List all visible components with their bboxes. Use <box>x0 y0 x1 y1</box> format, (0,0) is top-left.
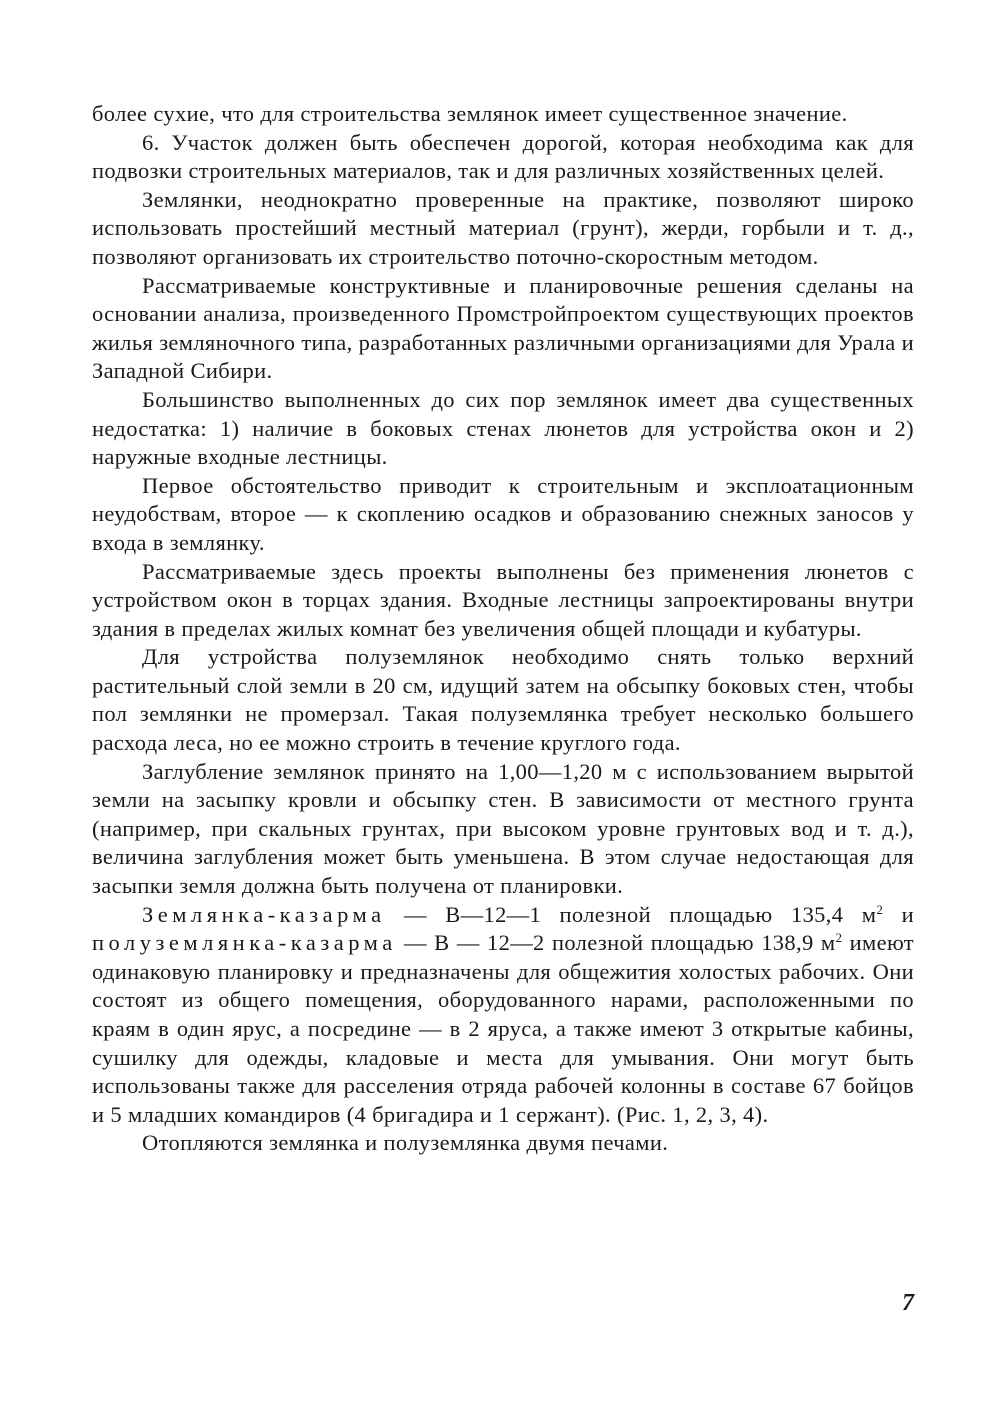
paragraph-semi-dugout: Для устройства полуземлянок необходимо снять только верхний растительный слой земли в 20 см, идущий затем на обсыпку боковых стен, чтобы пол землянки не промерзал. Такая полуземлянка требует несколько большего расхода леса, но ее можно строить в течение круглого года. <box>92 644 914 756</box>
paragraph-depth: Заглубление землянок принято на 1,00—1,20 м с использованием вырытой земли на засыпку кровли и обсыпку стен. В зависимости от местного грунта (например, при скальных грунтах, при высоком уровне грунтовых вод и т. д.), величина заглубления может быть уменьшена. В этом случае недостающая для засыпки земля должна быть получена от планировки. <box>92 758 914 899</box>
paragraph-road-access: 6. Участок должен быть обеспечен дорогой, которая необходима как для подвозки строительных материалов, так и для различных хозяйственных целей. <box>92 129 914 184</box>
barracks-text-2: и <box>883 901 914 927</box>
paragraph-heating: Отопляются землянка и полуземлянка двумя печами. <box>142 1130 669 1156</box>
barracks-text-4: имеют одинаковую планировку и предназначены для общежития холостых рабочих. Они состоят из общего помещения, оборудованного нарами, расположенными по краям в один ярус, а посредине — в 2 яруса, а также имеют 3 открытые кабины, сушилку для одежды, кладовые и места для умывания. Они могут быть использованы также для расселения отряда рабочей колонны в составе 67 бойцов и 5 младших командиров (4 бригадира и 1 сержант). (Рис. 1, 2, 3, 4). <box>92 930 914 1127</box>
term-dugout-barracks: Землянка-казарма <box>142 901 386 927</box>
paragraph-design-basis: Рассматриваемые конструктивные и планировочные решения сделаны на основании анализа, произведенного Промстройпроектом существующих проектов жилья земляночного типа, разработанных различными организациями для Урала и Западной Сибири. <box>92 272 914 384</box>
barracks-text-3: — В — 12—2 полезной площадью 138,9 м <box>396 930 836 956</box>
term-semi-dugout-barracks: полуземлянка-казарма <box>92 930 397 956</box>
paragraph-barracks <box>92 901 914 1130</box>
paragraph-inconveniences: Первое обстоятельство приводит к строительным и эксплоатационным неудобствам, второе — к скоплению осадков и образованию снежных заносов у входа в землянку. <box>92 472 914 555</box>
barracks-text-1: — В—12—1 полезной площадью 135,4 м <box>385 901 877 927</box>
paragraph-local-material: Землянки, неоднократно проверенные на практике, позволяют широко использовать простейший местный материал (грунт), жерди, горбыли и т. д., позволяют организовать их строительство поточно-скоростным методом. <box>92 186 914 269</box>
paragraph-continuation: более сухие, что для строительства землянок имеет существенное значение. <box>92 101 848 126</box>
superscript-squared-2: 2 <box>835 930 843 946</box>
superscript-squared-1: 2 <box>876 901 884 917</box>
page-body <box>92 100 914 1158</box>
paragraph-shortcomings: Большинство выполненных до сих пор землянок имеет два существенных недостатка: 1) наличие в боковых стенах люнетов для устройства окон и 2) наружные входные лестницы. <box>92 386 914 470</box>
page-number: 7 <box>902 1290 914 1316</box>
paragraph-projects: Рассматриваемые здесь проекты выполнены без применения люнетов с устройством окон в торцах здания. Входные лестницы запроектированы внутри здания в пределах жилых комнат без увеличения общей площади и кубатуры. <box>92 558 914 641</box>
